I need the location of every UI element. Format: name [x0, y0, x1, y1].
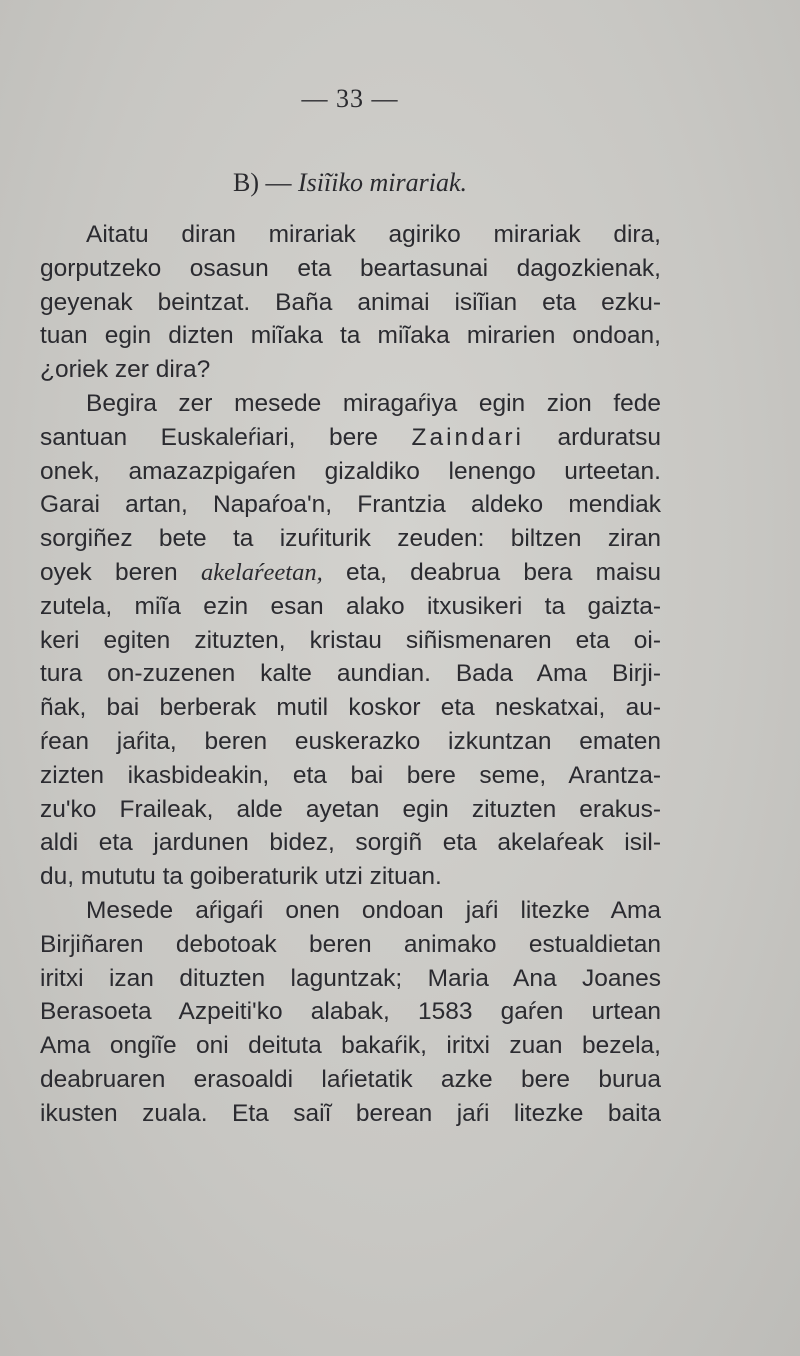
- text-line: onek, amazazpigaŕen gizaldiko lenengo urteetan.: [40, 457, 661, 485]
- text-line: du, mututu ta goiberaturik utzi zituan.: [40, 863, 442, 891]
- text-line: tuan egin dizten miĩaka ta miĩaka mirarien ondoan,: [40, 322, 661, 350]
- section-marker: B) —: [233, 168, 292, 197]
- section-title: Isiĩiko mirariak.: [298, 168, 467, 197]
- italic-word: akelaŕeetan,: [200, 558, 323, 586]
- text-line: ikusten zuala. Eta saiĩ berean jaŕi litezke baita: [40, 1099, 661, 1127]
- text-line: Birjiñaren debotoak beren animako estualdietan: [40, 930, 661, 958]
- text-line-mixed: [40, 556, 661, 590]
- paragraph-2: [40, 387, 661, 894]
- text-line: zutela, miĩa ezin esan alako itxusikeri ta gaizta-: [40, 592, 661, 620]
- text-line: Aitatu diran mirariak agiriko mirariak dira,: [86, 221, 661, 248]
- text-line: Ama ongiĩe oni deituta bakaŕik, iritxi zuan bezela,: [40, 1032, 661, 1060]
- text-segment: eta, deabrua bera maisu: [346, 558, 662, 586]
- text-line: geyenak beintzat. Baña animai isiĩian eta ezku-: [40, 288, 661, 316]
- text-line: gorputzeko osasun eta beartasunai dagozkienak,: [40, 254, 661, 282]
- text-line: ñak, bai berberak mutil koskor eta neskatxai, au-: [40, 694, 661, 722]
- section-heading: [0, 168, 700, 198]
- paragraph-1: [40, 218, 661, 387]
- text-line: aldi eta jardunen bidez, sorgiñ eta akelaŕeak isil-: [40, 829, 661, 857]
- paragraph-3: [40, 894, 661, 1131]
- text-line: ŕean jaŕita, beren euskerazko izkuntzan ematen: [40, 727, 661, 755]
- text-line: zu'ko Fraileak, alde ayetan egin zituzten erakus-: [40, 795, 661, 823]
- text-line: Berasoeta Azpeiti'ko alabak, 1583 gaŕen urtean: [40, 998, 661, 1026]
- text-line: tura on-zuzenen kalte aundian. Bada Ama Birji-: [40, 660, 661, 688]
- text-line: ¿oriek zer dira?: [40, 356, 211, 384]
- text-line: Garai artan, Napaŕoa'n, Frantzia aldeko mendiak: [40, 491, 661, 519]
- text-line: Mesede aŕigaŕi onen ondoan jaŕi litezke Ama: [86, 896, 661, 924]
- text-line-mixed: [40, 421, 661, 455]
- emphasized-word: Zaindari: [411, 423, 524, 451]
- page-number: — 33 —: [301, 84, 399, 113]
- text-line: sorgiñez bete ta izuŕiturik zeuden: biltzen ziran: [40, 525, 661, 553]
- text-line: keri egiten zituzten, kristau siñismenaren eta oi-: [40, 626, 661, 654]
- text-line: deabruaren erasoaldi laŕietatik azke bere burua: [40, 1065, 661, 1093]
- text-segment: santuan Euskaleŕiari, bere: [40, 423, 378, 451]
- text-segment: arduratsu: [557, 423, 661, 451]
- text-line: iritxi izan dituzten laguntzak; Maria Ana Joanes: [40, 964, 661, 992]
- body-text: [40, 218, 661, 1131]
- text-segment: oyek beren: [40, 558, 178, 586]
- text-line: zizten ikasbideakin, eta bai bere seme, Arantza-: [40, 761, 661, 789]
- text-line: Begira zer mesede miragaŕiya egin zion fede: [86, 389, 661, 417]
